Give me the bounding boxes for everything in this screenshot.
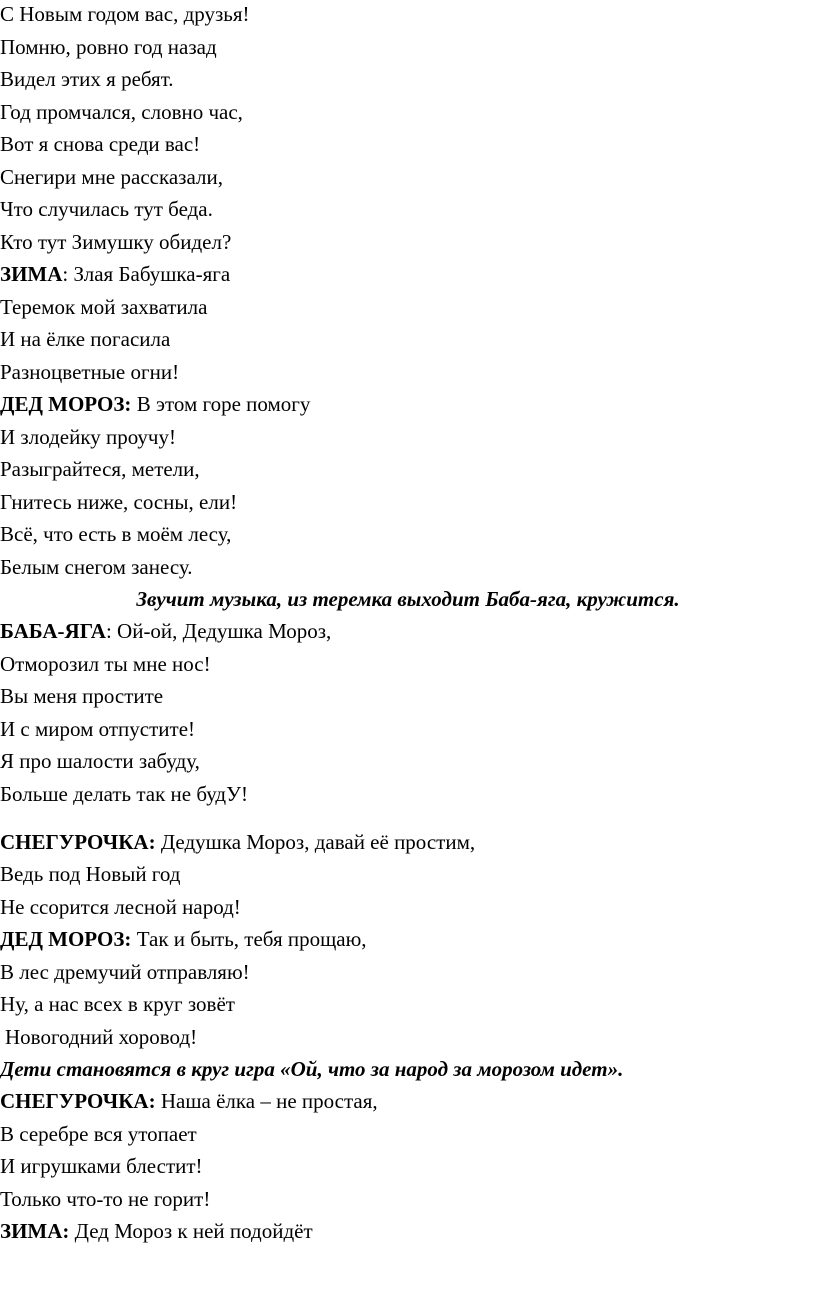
text-line: Отморозил ты мне нос! [0,652,211,676]
speaker-name: СНЕГУРОЧКА: [0,1089,156,1113]
dialogue-line: ДЕД МОРОЗ: В этом горе помогу [0,392,311,416]
text-line: Только что-то не горит! [0,1187,211,1211]
text-line: Теремок мой захватила [0,295,208,319]
text-line: С Новым годом вас, друзья! [0,2,250,26]
text-line: Всё, что есть в моём лесу, [0,522,232,546]
text-line: И с миром отпустите! [0,717,196,741]
speaker-name: ЗИМА [0,262,63,286]
text-line: Что случилась тут беда. [0,197,213,221]
text-line: Помню, ровно год назад [0,35,217,59]
text-line: Я про шалости забуду, [0,749,200,773]
text-line: Кто тут Зимушку обидел? [0,230,232,254]
dialogue-line: ЗИМА: Злая Бабушка-яга [0,262,231,286]
text-line: И на ёлке погасила [0,327,171,351]
speaker-name: СНЕГУРОЧКА: [0,830,156,854]
dialogue-line: БАБА-ЯГА: Ой-ой, Дедушка Мороз, [0,619,332,643]
text-line: Разыграйтеся, метели, [0,457,200,481]
text-line: Ну, а нас всех в круг зовёт [0,992,235,1016]
text-line: Разноцветные огни! [0,360,180,384]
text-line: Не ссорится лесной народ! [0,895,241,919]
dialogue-line: ДЕД МОРОЗ: Так и быть, тебя прощаю, [0,927,367,951]
text-line: Год промчался, словно час, [0,100,243,124]
text-line: Видел этих я ребят. [0,67,174,91]
text-line: Вы меня простите [0,684,164,708]
text-line: Вот я снова среди вас! [0,132,201,156]
speaker-name: БАБА-ЯГА [0,619,106,643]
speaker-name: ЗИМА: [0,1219,70,1243]
stage-direction: Звучит музыка, из теремка выходит Баба-яга, кружится. [136,587,680,611]
dialogue-line: СНЕГУРОЧКА: Дедушка Мороз, давай её простим, [0,830,476,854]
text-line: И злодейку проучу! [0,425,176,449]
dialogue-line: СНЕГУРОЧКА: Наша ёлка – не простая, [0,1089,378,1113]
text-line: Новогодний хоровод! [5,1025,198,1049]
text-line: В лес дремучий отправляю! [0,960,250,984]
speaker-name: ДЕД МОРОЗ: [0,392,132,416]
dialogue-line: ЗИМА: Дед Мороз к ней подойдёт [0,1219,313,1243]
speaker-name: ДЕД МОРОЗ: [0,927,132,951]
text-line: Больше делать так не будУ! [0,782,248,806]
text-line: Гнитесь ниже, сосны, ели! [0,490,238,514]
text-line: Снегири мне рассказали, [0,165,223,189]
text-line: Белым снегом занесу. [0,555,193,579]
text-line: И игрушками блестит! [0,1154,203,1178]
text-line: В серебре вся утопает [0,1122,197,1146]
stage-direction: Дети становятся в круг игра «Ой, что за народ за морозом идет». [0,1057,624,1081]
text-line: Ведь под Новый год [0,862,181,886]
